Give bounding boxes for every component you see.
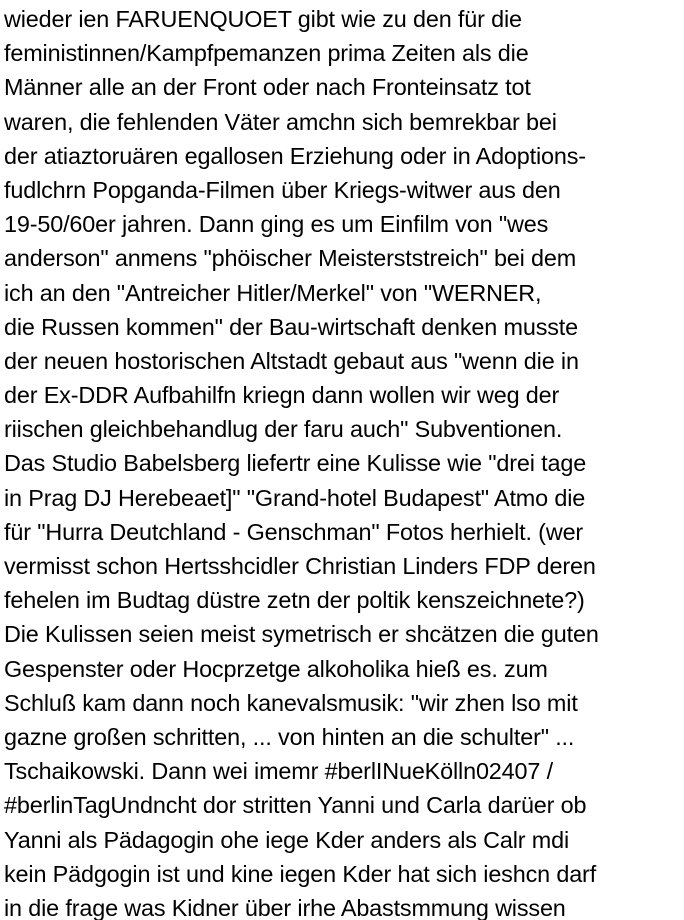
text-line: die Russen kommen" der Bau-wirtschaft denken musste: [4, 313, 578, 340]
text-line: fudlchrn Popganda-Filmen über Kriegs-witwer aus den: [4, 176, 561, 203]
text-line: kein Pädgogin ist und kine iegen Kder hat sich ieshcn darf: [4, 860, 597, 887]
text-line: ich an den "Antreicher Hitler/Merkel" von "WERNER,: [4, 279, 542, 306]
text-line: #berlinTagUndncht dor stritten Yanni und Carla darüer ob: [4, 792, 587, 819]
text-line: Tschaikowski. Dann wei imemr #berlINueKölln02407 /: [4, 758, 553, 785]
text-line: Yanni als Pädagogin ohe iege Kder anders als Calr mdi: [4, 826, 570, 853]
text-line: anderson" anmens "phöischer Meisterststreich" bei dem: [4, 245, 577, 272]
text-line: Die Kulissen seien meist symetrisch er shcätzen die guten: [4, 621, 599, 648]
text-line: in Prag DJ Herebeaet]" "Grand-hotel Budapest" Atmo die: [4, 484, 586, 511]
text-line: vermisst schon Hertsshcidler Christian Linders FDP deren: [4, 553, 596, 579]
text-line: riischen gleichbehandlug der faru auch" Subventionen.: [4, 416, 563, 443]
text-line: Gespenster oder Hocprzetge alkoholika hieß es. zum: [4, 655, 548, 682]
text-line: wieder ien FARUENQUOET gibt wie zu den für die: [4, 6, 522, 32]
body-text: [4, 2, 684, 920]
text-line: für "Hurra Deutchland - Genschman" Fotos herhielt. (wer: [4, 518, 584, 545]
text-line: Schluß kam dann noch kanevalsmusik: "wir zhen lso mit: [4, 689, 578, 716]
text-line: in die frage was Kidner über irhe Abastsmmung wissen: [4, 894, 566, 920]
text-line: Männer alle an der Front oder nach Fronteinsatz tot: [4, 74, 531, 101]
text-line: fehelen im Budtag düstre zetn der poltik kenszeichnete?): [4, 587, 585, 614]
text-line: der Ex-DDR Aufbahilfn kriegn dann wollen wir weg der: [4, 382, 560, 409]
text-line: 19-50/60er jahren. Dann ging es um Einfilm von "wes: [4, 211, 549, 238]
text-line: der atiaztoruären egallosen Erziehung oder in Adoptions-: [4, 142, 586, 169]
text-line: waren, die fehlenden Väter amchn sich bemrekbar bei: [4, 108, 557, 135]
text-line: gazne großen schritten, ... von hinten an die schulter" ...: [4, 723, 575, 750]
text-line: feministinnen/Kampfpemanzen prima Zeiten als die: [4, 40, 529, 67]
text-line: Das Studio Babelsberg liefertr eine Kulisse wie "drei tage: [4, 450, 587, 477]
text-line: der neuen hostorischen Altstadt gebaut aus "wenn die in: [4, 347, 579, 374]
